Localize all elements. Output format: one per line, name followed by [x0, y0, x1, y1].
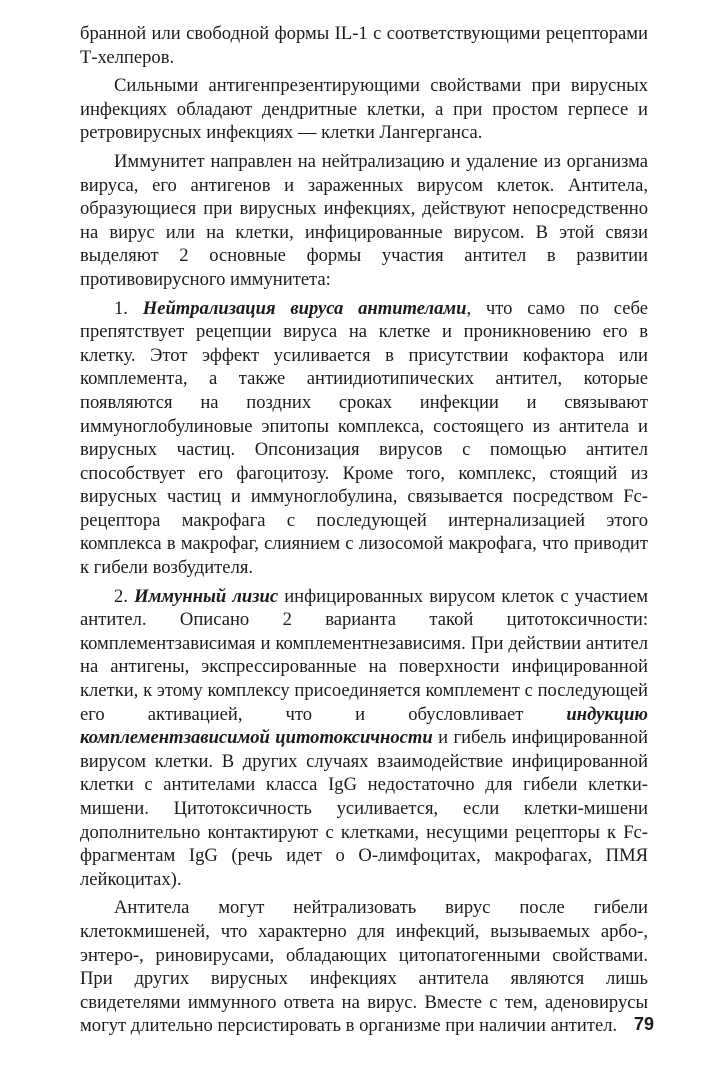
list-number: 1.: [114, 297, 128, 319]
paragraph-immunity-overview: Иммунитет направлен на нейтрализацию и удаление из организма вируса, его антигенов и зараженных вирусом клеток. Антитела, образующиеся при вирусных инфекциях, действуют непосредственно на вирус или на клетки, инфицированные вирусом. В этой связи выделяют 2 основные формы участия антител в развитии противовирусного иммунитета:: [80, 150, 648, 290]
immune-lysis-text-before: инфицированных вирусом клеток с участием антител. Описано 2 варианта такой цитотоксичности: комплементзависимая и комплементнезависимя. При действии антител на антигены, экспрессированные на поверхности инфицированной клетки, к этому комплексу присоединяется комплемент с последующей его активацией, что и обусловливает: [80, 585, 648, 725]
page-number: 79: [633, 1014, 654, 1034]
term-neutralization: Нейтрализация вируса антителами: [142, 297, 467, 319]
neutralization-text: , что само по себе препятствует рецепции вируса на клетке и проникновению его в клетку. Этот эффект усиливается в присутствии кофактора или комплемента, а также антиидиотипических антител, которые появляются на поздних сроках инфекции и связывают иммуноглобулиновые эпитопы комплекса, состоящего из антитела и вирусных частиц. Опсонизация вирусов с помощью антител способствует его фагоцитозу. Кроме того, комплекс, стоящий из вирусных частиц и иммуноглобулина, связывается посредством Fc-рецептора макрофага с последующей интернализацией этого комплекса в макрофаг, слиянием с лизосомой макрофага, что приводит к гибели возбудителя.: [80, 297, 648, 579]
term-immune-lysis: Иммунный лизис: [134, 585, 279, 607]
paragraph-dendritic-cells: Сильными антигенпрезентирующими свойствами при вирусных инфекциях обладают дендритные клетки, а при простом герпесе и ретровирусных инфекциях — клетки Лангерганса.: [80, 75, 648, 144]
list-item-immune-lysis: [80, 585, 648, 892]
paragraph-antibody-neutralization: Антитела могут нейтрализовать вирус после гибели клетокмишеней, что характерно для инфекций, вызываемых арбо-, энтеро-, риновирусами, обладающих цитопатогенными свойствами. При других вирусных инфекциях антитела являются лишь свидетелями иммунного ответа на вирус. Вместе с тем, аденовирусы могут длительно персистировать в организме при наличии антител.: [80, 897, 648, 1037]
immune-lysis-text-after: и гибель инфицированной вирусом клетки. В других случаях взаимодействие инфицированной клетки с антителами класса IgG недостаточно для гибели клетки-мишени. Цитотоксичность усиливается, если клетки-мишени дополнительно контактируют с клетками, несущими рецепторы к Fc-фрагментам IgG (речь идет о О-лимфоцитах, макрофагах, ПМЯ лейкоцитах).: [80, 727, 648, 890]
list-number: 2.: [114, 585, 128, 607]
list-item-neutralization: [80, 297, 648, 580]
term-complement-cytotoxicity: индукцию комплементзависимой цитотоксичности: [80, 703, 648, 749]
page-text: [80, 22, 648, 1038]
paragraph-continuation: бранной или свободной формы IL-1 с соответствующими рецепторами Т-хелперов.: [80, 23, 648, 68]
